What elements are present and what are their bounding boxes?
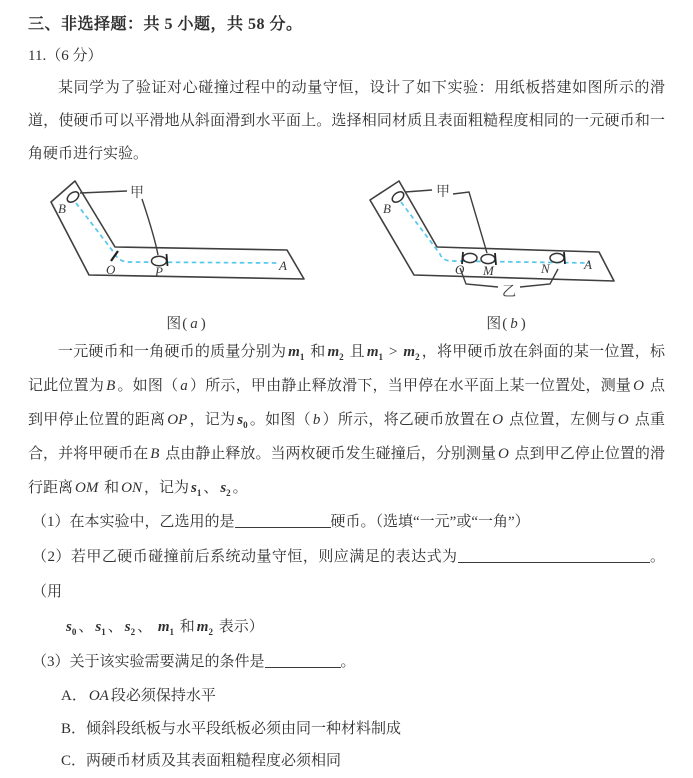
section-title: 三、非选择题：共 5 小题，共 58 分。 (28, 16, 303, 33)
label-m: M (482, 263, 494, 278)
label-o: O (105, 262, 115, 277)
ramp-outline (51, 181, 304, 279)
label-b: B (382, 201, 391, 216)
jia-leader-left (80, 191, 127, 193)
question-3: （3）关于该实验需要满足的条件是 。 (32, 654, 356, 670)
label-p: P (154, 264, 163, 279)
figure-a-drawing (42, 177, 332, 312)
figure-a (42, 177, 332, 333)
math-variable: $m_2$ (196, 619, 213, 637)
question-2: （2）若甲乙硬币碰撞前后系统动量守恒，则应满足的表达式为 。（用 (32, 549, 665, 600)
figure-b-caption: 图( b ) (486, 316, 527, 332)
math-variable: a (190, 316, 199, 332)
label-b: B (57, 201, 66, 216)
figure-a-caption: 图( a ) (166, 316, 207, 332)
figure-b-drawing (362, 177, 652, 312)
question-number: 11.（6 分） (28, 48, 103, 64)
coin-at-n (550, 253, 564, 262)
label-o: O (454, 262, 464, 277)
label-n: N (540, 261, 550, 276)
math-variable: $s_1$ (95, 619, 106, 637)
answer-blank (458, 548, 650, 563)
answer-blank (235, 513, 331, 528)
math-variable: $s_0$ (237, 412, 248, 430)
intro-paragraph: 某同学为了验证对心碰撞过程中的动量守恒，设计了如下实验：用纸板搭建如图所示的滑道，使硬币可以平滑地从斜面滑到水平面上。选择相同材质且表面粗糙程度相同的一元硬币和一角硬币进行实验。 (28, 80, 665, 162)
math-variable: $s_2$ (124, 619, 136, 637)
math-variable: $m_1$ (366, 344, 384, 362)
math-variable: $s_0$ (66, 619, 77, 637)
math-variable: B (150, 446, 160, 462)
question-2-variables: $s_0$ 、 $s_1$ 、 $s_2$ 、 $m_1$ 和 $m_2$ 表示） (66, 619, 264, 637)
math-variable: $s_1$ (190, 480, 202, 498)
math-variable: b (312, 412, 321, 428)
body-paragraph: 一元硬币和一角硬币的质量分别为 $m_1$ 和 $m_2$ 且 $m_1 > m_2$ ，将甲硬币放在斜面的某一位置，标记此位置为 B 。如图（ a ）所示，甲由静止释放滑下，当甲停在水平面上某一位置处，测量 O 点到甲停止位置的距离 OP ，记为 $s_0$ 。如图（ b ）所示，将乙硬币放置在 O 点位置，左侧与 O 点重合，并将甲硬币在 B 点由静止释放。当两枚硬币发生碰撞后，分别测量 O 点到甲乙停止位置的滑行距离 OM 和 ON ，记为 $s_1$ 、 $s_2$ 。 (28, 344, 665, 498)
label-yi: 乙 (501, 285, 516, 300)
math-variable: O (617, 412, 629, 428)
math-variable: OM (75, 480, 99, 496)
label-a: A (278, 258, 287, 273)
coin-p-edge (166, 254, 167, 266)
label-a: A (583, 257, 592, 272)
option-c: C．两硬币材质及其表面粗糙程度必须相同 (61, 753, 342, 769)
math-variable: O (498, 446, 509, 462)
figure-b (362, 177, 652, 333)
coin-m-edge (495, 253, 496, 265)
math-variable: $m_1$ (288, 344, 305, 362)
jia-leader-right (453, 192, 487, 253)
label-jia: 甲 (129, 186, 144, 201)
math-variable: $s_2$ (220, 480, 231, 498)
math-variable: OA (88, 688, 109, 704)
math-variable: OP (167, 412, 188, 428)
math-variable: O (633, 378, 644, 394)
option-b: B．倾斜段纸板与水平段纸板必须由同一种材料制成 (61, 720, 402, 737)
answer-blank (265, 653, 341, 668)
coin-n-edge (564, 252, 565, 264)
label-jia: 甲 (435, 185, 450, 200)
math-variable: ON (121, 480, 142, 496)
figure-row (28, 177, 665, 333)
math-variable: a (180, 378, 188, 394)
math-variable: $m_2$ (327, 344, 344, 362)
jia-leader-left (405, 190, 432, 192)
jia-leader-right (142, 199, 158, 255)
math-variable: B (106, 378, 116, 394)
math-variable: $m_2$ (403, 344, 420, 362)
option-a: A． OA 段必须保持水平 (61, 688, 216, 704)
math-variable: b (510, 316, 519, 332)
math-variable: $m_1$ (157, 619, 174, 637)
coin-at-o (463, 253, 477, 262)
math-variable: O (492, 412, 504, 428)
question-1: （1）在本实验中，乙选用的是 硬币。（选填“一元”或“一角”） (32, 514, 530, 530)
